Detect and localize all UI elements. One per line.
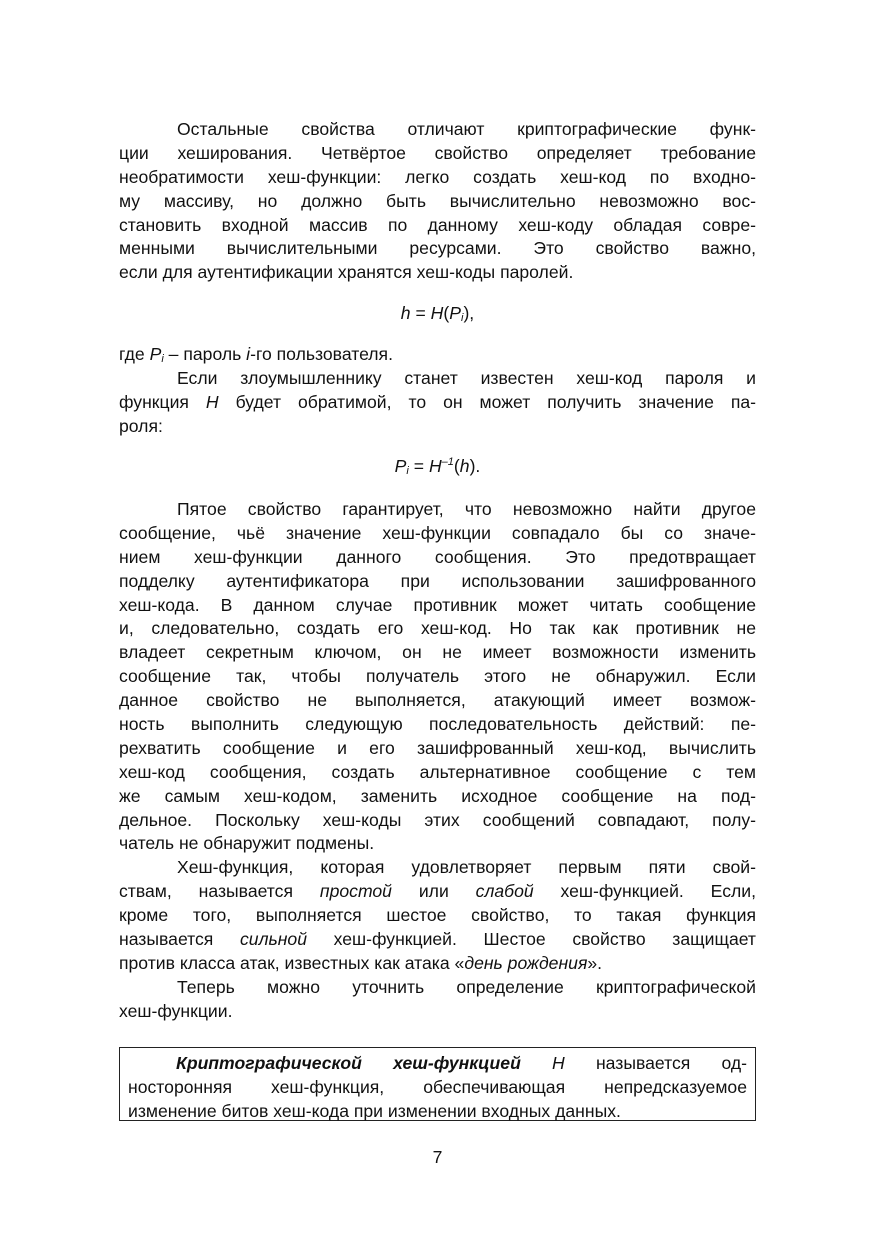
paragraph-3 [119, 498, 756, 1024]
text-line: ность выполнить следующую последовательность действий: пе- [119, 714, 756, 735]
text-line: и, следовательно, создать его хеш-код. Но так как противник не [119, 618, 756, 639]
text-line: сообщение так, чтобы получатель этого не обнаружил. Если [119, 666, 756, 687]
text-line: называется сильной хеш-функцией. Шестое свойство защищает [119, 929, 756, 950]
text-line: сообщение, чьё значение хеш-функции совпадало бы со значе- [119, 522, 756, 543]
text-line: Пятое свойство гарантирует, что невозможно найти другое [177, 499, 756, 519]
text-line: хеш-функции. [119, 1000, 233, 1021]
text-line: кроме того, выполняется шестое свойство, то такая функция [119, 905, 756, 926]
formula-inverse: $Pi = H^{-1}(h)$. [394, 456, 481, 477]
formula-hash: h = H(Pi), [400, 303, 475, 324]
paragraph-2 [119, 343, 756, 439]
text-line: Остальные свойства отличают криптографические функ- [177, 119, 756, 139]
text-line: хеш-код сообщения, создать альтернативное сообщение с тем [119, 761, 756, 782]
text-line: дельное. Поскольку хеш-коды этих сообщений совпадают, полу- [119, 809, 756, 830]
text-line: если для аутентификации хранятся хеш-коды паролей. [119, 262, 574, 283]
text-line: чатель не обнаружит подмены. [119, 833, 375, 854]
text-line: данное свойство не выполняется, атакующий имеет возмож- [119, 690, 756, 711]
text-line: роля: [119, 415, 163, 436]
text-line: ствам, называется простой или слабой хеш-функцией. Если, [119, 881, 756, 902]
text-line: му массиву, но должно быть вычислительно невозможно вос- [119, 190, 756, 211]
text-line: ции хеширования. Четвёртое свойство определяет требование [119, 142, 756, 163]
page-number: 7 [432, 1147, 443, 1167]
text-line: подделку аутентификатора при использовании зашифрованного [119, 570, 756, 591]
text-line: нием хеш-функции данного сообщения. Это предотвращает [119, 546, 756, 567]
text-line: против класса атак, известных как атака «день рождения». [119, 952, 603, 973]
text-line: носторонняя хеш-функция, обеспечивающая непредсказуемое [128, 1076, 747, 1097]
text-line: Криптографической хеш-функцией H называется од- [176, 1053, 748, 1073]
definition-text [128, 1052, 747, 1124]
definition-box [119, 1047, 756, 1121]
text-line: Теперь можно уточнить определение криптографической [177, 976, 756, 997]
where-line: где Pi – пароль i-го пользователя. [119, 344, 393, 365]
text-line: хеш-кода. В данном случае противник может читать сообщение [119, 594, 756, 615]
text-line: Если злоумышленнику станет известен хеш-код пароля и [177, 367, 756, 388]
text-line: менными вычислительными ресурсами. Это свойство важно, [119, 238, 756, 259]
text-line: функция H будет обратимой, то он может получить значение па- [119, 391, 756, 412]
text-line: владеет секретным ключом, он не имеет возможности изменить [119, 642, 756, 663]
text-line: Хеш-функция, которая удовлетворяет первым пяти свой- [177, 857, 756, 878]
text-line: рехватить сообщение и его зашифрованный хеш-код, вычислить [119, 737, 756, 758]
paragraph-1 [119, 118, 756, 285]
text-line: необратимости хеш-функции: легко создать хеш-код по входно- [119, 166, 756, 187]
text-line: изменение битов хеш-кода при изменении входных данных. [128, 1100, 621, 1121]
text-line: же самым хеш-кодом, заменить исходное сообщение на под- [119, 785, 756, 806]
text-line: становить входной массив по данному хеш-коду обладая совре- [119, 214, 756, 235]
